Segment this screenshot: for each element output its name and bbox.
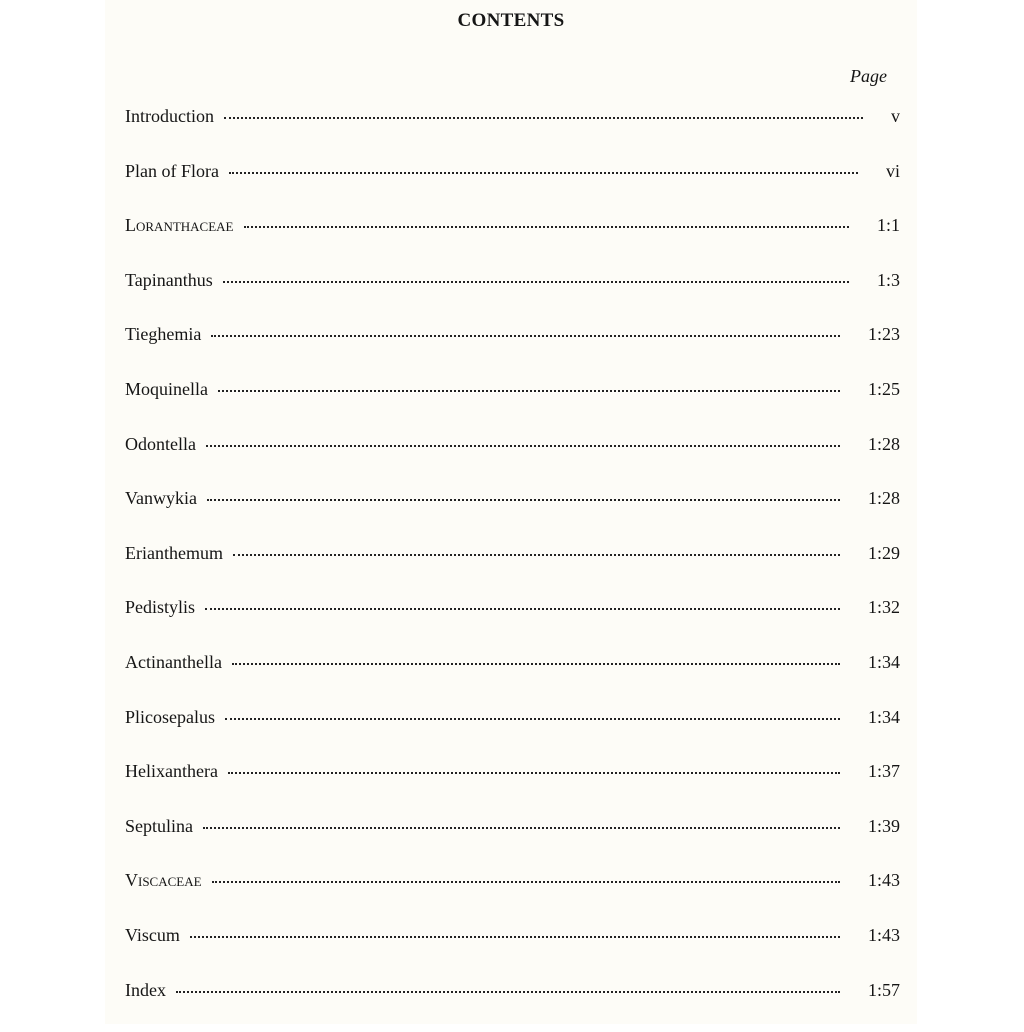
toc-entry[interactable] [125, 432, 900, 487]
toc-entry-title: Moquinella [125, 377, 208, 401]
dot-leader [203, 827, 840, 829]
toc-entry[interactable] [125, 104, 900, 159]
toc-entry-page-number: 1:28 [868, 432, 900, 456]
toc-entry[interactable] [125, 595, 900, 650]
dot-leader [232, 663, 840, 665]
dot-leader [225, 718, 840, 720]
toc-entry-title: Index [125, 978, 166, 1002]
dot-leader [212, 881, 840, 883]
toc-entry-page-number: 1:37 [868, 759, 900, 783]
dot-leader [224, 117, 863, 119]
toc-entry-page-number: 1:1 [877, 213, 900, 237]
toc-entry-title: Plan of Flora [125, 159, 219, 183]
toc-entry-title: Viscum [125, 923, 180, 947]
toc-entry-page-number: 1:43 [868, 868, 900, 892]
dot-leader [218, 390, 840, 392]
toc-entry-page-number: 1:29 [868, 541, 900, 565]
toc-entry-page-number: 1:34 [868, 705, 900, 729]
toc-entry-page-number: 1:57 [868, 978, 900, 1002]
toc-entry-title: Tieghemia [125, 322, 201, 346]
toc-entry[interactable] [125, 541, 900, 596]
dot-leader [211, 335, 840, 337]
dot-leader [206, 445, 840, 447]
toc-entry-page-number: 1:3 [877, 268, 900, 292]
toc-entry-page-number: v [891, 104, 900, 128]
toc-entry[interactable] [125, 923, 900, 978]
toc-entry[interactable] [125, 650, 900, 705]
toc-entry-title: Actinanthella [125, 650, 222, 674]
toc-entry-page-number: 1:25 [868, 377, 900, 401]
toc-entry-title: Erianthemum [125, 541, 223, 565]
dot-leader [229, 172, 858, 174]
dot-leader [244, 226, 849, 228]
toc-entry-page-number: vi [886, 159, 900, 183]
toc-entry[interactable] [125, 213, 900, 268]
dot-leader [223, 281, 849, 283]
toc-entry-title: Viscaceae [125, 868, 202, 892]
toc-entry-page-number: 1:39 [868, 814, 900, 838]
toc-entry-page-number: 1:32 [868, 595, 900, 619]
table-of-contents [125, 104, 900, 1032]
toc-entry[interactable] [125, 759, 900, 814]
toc-entry[interactable] [125, 268, 900, 323]
toc-entry-title: Tapinanthus [125, 268, 213, 292]
dot-leader [228, 772, 840, 774]
toc-entry-title: Loranthaceae [125, 213, 234, 237]
dot-leader [190, 936, 840, 938]
toc-entry[interactable] [125, 705, 900, 760]
contents-heading: CONTENTS [105, 10, 917, 32]
toc-entry-title: Pedistylis [125, 595, 195, 619]
toc-entry-title: Septulina [125, 814, 193, 838]
page-column-label: Page [850, 66, 887, 87]
toc-entry[interactable] [125, 377, 900, 432]
toc-entry[interactable] [125, 868, 900, 923]
toc-entry-title: Helixanthera [125, 759, 218, 783]
toc-entry-page-number: 1:28 [868, 486, 900, 510]
toc-entry-page-number: 1:23 [868, 322, 900, 346]
toc-entry[interactable] [125, 814, 900, 869]
toc-entry[interactable] [125, 486, 900, 541]
toc-entry[interactable] [125, 159, 900, 214]
dot-leader [205, 608, 840, 610]
document-page [105, 0, 917, 1024]
toc-entry-title: Vanwykia [125, 486, 197, 510]
toc-entry-title: Plicosepalus [125, 705, 215, 729]
dot-leader [233, 554, 840, 556]
toc-entry-title: Introduction [125, 104, 214, 128]
toc-entry[interactable] [125, 322, 900, 377]
dot-leader [207, 499, 840, 501]
toc-entry-page-number: 1:34 [868, 650, 900, 674]
toc-entry-title: Odontella [125, 432, 196, 456]
toc-entry-page-number: 1:43 [868, 923, 900, 947]
dot-leader [176, 991, 840, 993]
